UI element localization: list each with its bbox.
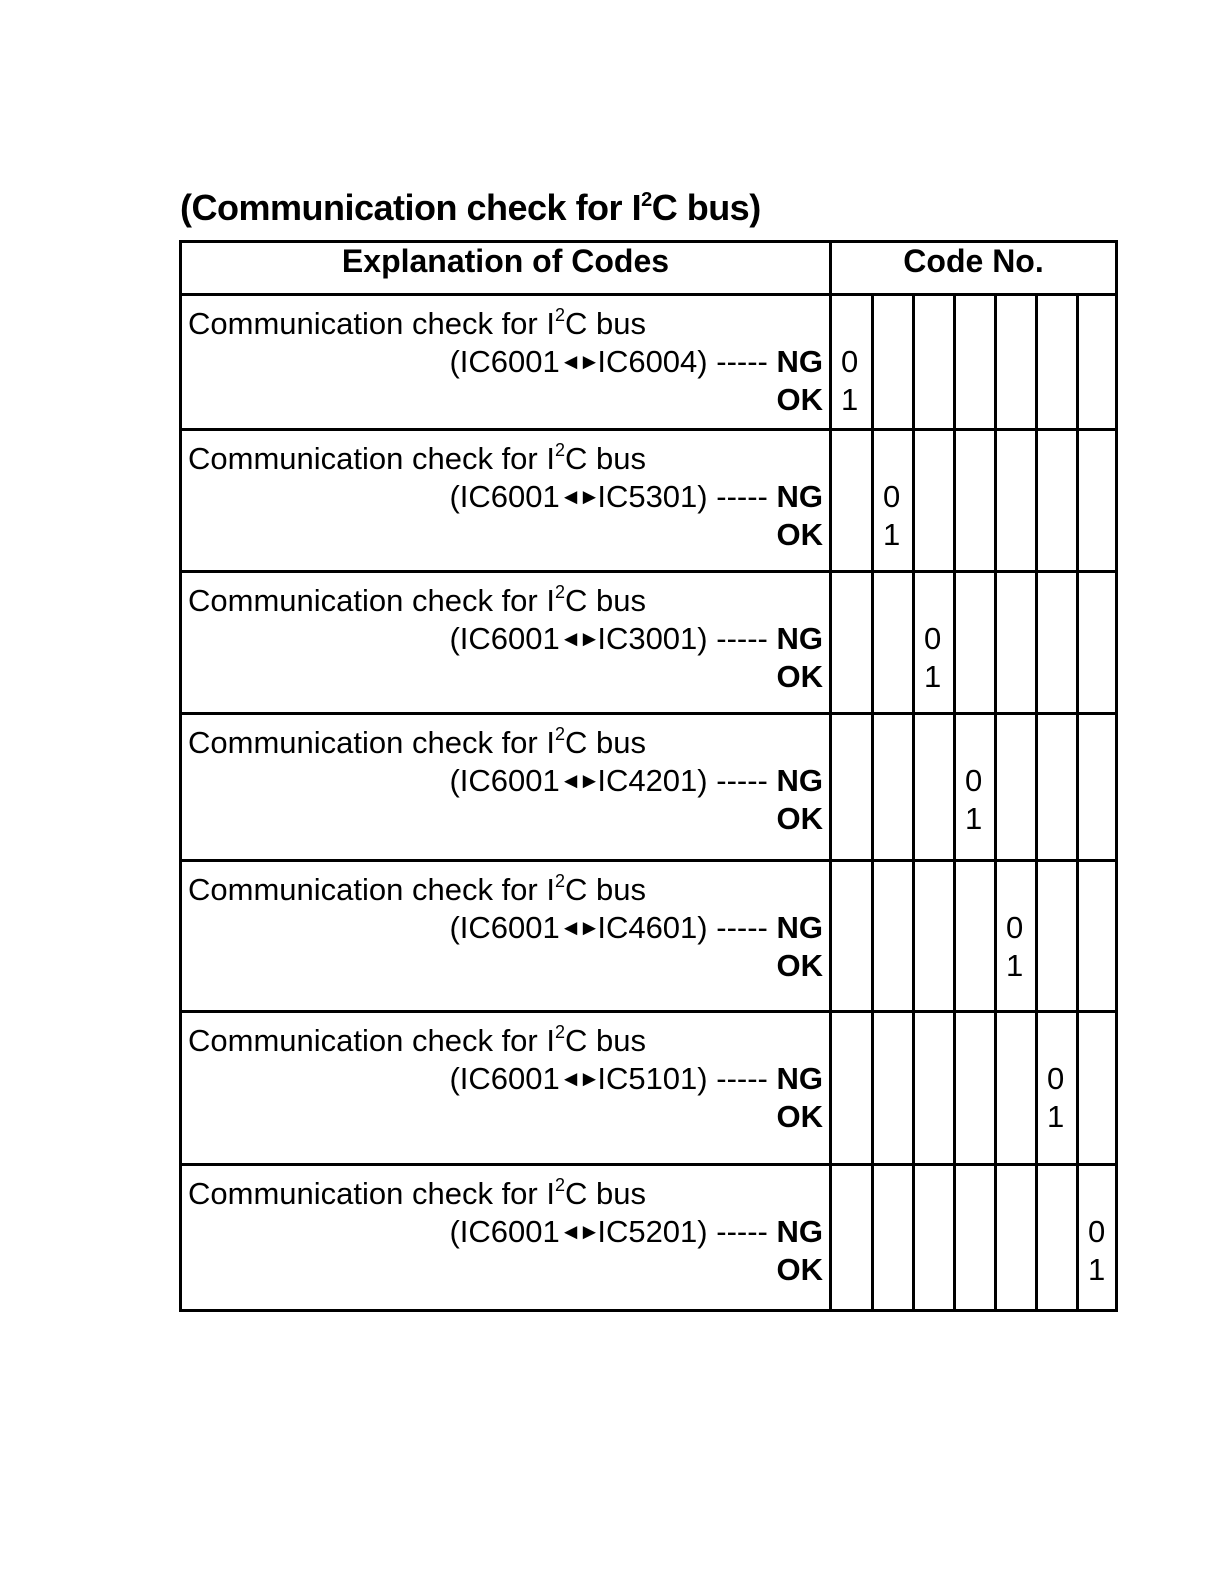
source-ic: (IC6001 bbox=[449, 479, 560, 514]
code-cell-1 bbox=[831, 430, 873, 572]
code-cell-3 bbox=[914, 1012, 955, 1165]
table-row bbox=[181, 714, 1117, 861]
check-description-superscript: 2 bbox=[554, 305, 565, 325]
check-description-superscript: 2 bbox=[554, 1022, 565, 1042]
target-ic: IC4201) bbox=[597, 763, 708, 798]
code-ng-value: 0 bbox=[1088, 1214, 1106, 1249]
ok-label: OK bbox=[776, 801, 823, 836]
code-cell-4 bbox=[955, 295, 996, 430]
source-ic: (IC6001 bbox=[449, 344, 560, 379]
target-ic: IC6004) bbox=[597, 344, 708, 379]
check-description bbox=[188, 306, 646, 342]
check-description bbox=[188, 1023, 646, 1059]
check-description-prefix: Communication check for I bbox=[188, 725, 555, 760]
check-description-suffix: C bus bbox=[565, 441, 646, 476]
target-ic: IC3001) bbox=[597, 621, 708, 656]
bidirectional-arrow-icon: ◄► bbox=[559, 1219, 598, 1244]
check-description bbox=[188, 725, 646, 761]
code-cell-5 bbox=[996, 295, 1037, 430]
code-cell-3 bbox=[914, 430, 955, 572]
ic-pair-line bbox=[449, 910, 823, 946]
page-title-superscript: 2 bbox=[641, 189, 652, 211]
bidirectional-arrow-icon: ◄► bbox=[559, 484, 598, 509]
code-cell-4 bbox=[955, 1012, 996, 1165]
code-cell-5 bbox=[996, 861, 1037, 1012]
code-cell-3 bbox=[914, 714, 955, 861]
table-row bbox=[181, 1012, 1117, 1165]
code-cell-3 bbox=[914, 572, 955, 714]
code-cell-2 bbox=[873, 1012, 914, 1165]
code-ok-value: 1 bbox=[924, 659, 942, 694]
bidirectional-arrow-icon: ◄► bbox=[559, 1066, 598, 1091]
check-description-suffix: C bus bbox=[565, 872, 646, 907]
code-cell-5 bbox=[996, 1165, 1037, 1311]
dash-leader: ----- bbox=[716, 910, 768, 945]
dash-leader: ----- bbox=[716, 763, 768, 798]
check-description-prefix: Communication check for I bbox=[188, 1023, 555, 1058]
bidirectional-arrow-icon: ◄► bbox=[559, 768, 598, 793]
check-description-suffix: C bus bbox=[565, 1176, 646, 1211]
table-row bbox=[181, 572, 1117, 714]
code-cell-4 bbox=[955, 572, 996, 714]
target-ic: IC5301) bbox=[597, 479, 708, 514]
check-description-superscript: 2 bbox=[554, 582, 565, 602]
table-header-row bbox=[181, 242, 1117, 295]
code-cell-2 bbox=[873, 714, 914, 861]
check-description-superscript: 2 bbox=[554, 871, 565, 891]
bidirectional-arrow-icon: ◄► bbox=[559, 626, 598, 651]
check-description-suffix: C bus bbox=[565, 1023, 646, 1058]
code-cell-1 bbox=[831, 861, 873, 1012]
ic-pair-line bbox=[449, 621, 823, 657]
ic-pair-line bbox=[449, 1061, 823, 1097]
ng-label: NG bbox=[776, 621, 823, 656]
explanation-cell bbox=[181, 430, 831, 572]
code-cell-6 bbox=[1037, 430, 1078, 572]
explanation-cell bbox=[181, 714, 831, 861]
code-ng-value: 0 bbox=[965, 763, 983, 798]
explanation-cell bbox=[181, 1165, 831, 1311]
check-description-suffix: C bus bbox=[565, 725, 646, 760]
ic-pair-line bbox=[449, 763, 823, 799]
code-cell-2 bbox=[873, 861, 914, 1012]
code-cell-3 bbox=[914, 295, 955, 430]
code-cell-2 bbox=[873, 295, 914, 430]
code-ok-value: 1 bbox=[965, 801, 983, 836]
check-description bbox=[188, 1176, 646, 1212]
code-ok-value: 1 bbox=[841, 382, 859, 417]
code-cell-1 bbox=[831, 1165, 873, 1311]
ok-label: OK bbox=[776, 659, 823, 694]
code-cell-6 bbox=[1037, 861, 1078, 1012]
code-cell-5 bbox=[996, 1012, 1037, 1165]
code-ng-value: 0 bbox=[883, 479, 901, 514]
check-description bbox=[188, 583, 646, 619]
code-cell-1 bbox=[831, 1012, 873, 1165]
bidirectional-arrow-icon: ◄► bbox=[559, 349, 598, 374]
code-cell-5 bbox=[996, 714, 1037, 861]
table-row bbox=[181, 1165, 1117, 1311]
page-title-suffix: C bus) bbox=[651, 187, 761, 228]
table-row bbox=[181, 295, 1117, 430]
ic-pair-line bbox=[449, 479, 823, 515]
source-ic: (IC6001 bbox=[449, 910, 560, 945]
code-cell-2 bbox=[873, 430, 914, 572]
table-row bbox=[181, 861, 1117, 1012]
table-row bbox=[181, 430, 1117, 572]
dash-leader: ----- bbox=[716, 479, 768, 514]
check-description-suffix: C bus bbox=[565, 306, 646, 341]
code-cell-7 bbox=[1078, 861, 1117, 1012]
code-cell-4 bbox=[955, 861, 996, 1012]
code-cell-2 bbox=[873, 572, 914, 714]
code-cell-1 bbox=[831, 572, 873, 714]
dash-leader: ----- bbox=[716, 1214, 768, 1249]
code-ok-value: 1 bbox=[883, 517, 901, 552]
code-ok-value: 1 bbox=[1047, 1099, 1065, 1134]
explanation-header: Explanation of Codes bbox=[181, 242, 831, 295]
explanation-cell bbox=[181, 572, 831, 714]
check-description-prefix: Communication check for I bbox=[188, 441, 555, 476]
dash-leader: ----- bbox=[716, 1061, 768, 1096]
target-ic: IC4601) bbox=[597, 910, 708, 945]
code-ng-value: 0 bbox=[1006, 910, 1024, 945]
source-ic: (IC6001 bbox=[449, 1061, 560, 1096]
code-cell-6 bbox=[1037, 1165, 1078, 1311]
code-cell-4 bbox=[955, 1165, 996, 1311]
explanation-cell bbox=[181, 1012, 831, 1165]
code-cell-5 bbox=[996, 572, 1037, 714]
target-ic: IC5101) bbox=[597, 1061, 708, 1096]
page-title bbox=[180, 186, 761, 230]
code-ng-value: 0 bbox=[924, 621, 942, 656]
ic-pair-line bbox=[449, 344, 823, 380]
code-no-header: Code No. bbox=[831, 242, 1117, 295]
check-description-superscript: 2 bbox=[554, 1175, 565, 1195]
code-ng-value: 0 bbox=[841, 344, 859, 379]
code-cell-6 bbox=[1037, 572, 1078, 714]
code-ng-value: 0 bbox=[1047, 1061, 1065, 1096]
check-description-prefix: Communication check for I bbox=[188, 583, 555, 618]
explanation-cell bbox=[181, 295, 831, 430]
check-description-prefix: Communication check for I bbox=[188, 1176, 555, 1211]
check-description bbox=[188, 441, 646, 477]
ng-label: NG bbox=[776, 910, 823, 945]
code-cell-4 bbox=[955, 430, 996, 572]
ok-label: OK bbox=[776, 1099, 823, 1134]
code-ok-value: 1 bbox=[1088, 1252, 1106, 1287]
ng-label: NG bbox=[776, 1061, 823, 1096]
code-cell-1 bbox=[831, 714, 873, 861]
bidirectional-arrow-icon: ◄► bbox=[559, 915, 598, 940]
check-description bbox=[188, 872, 646, 908]
code-cell-3 bbox=[914, 1165, 955, 1311]
check-description-suffix: C bus bbox=[565, 583, 646, 618]
ok-label: OK bbox=[776, 382, 823, 417]
ic-pair-line bbox=[449, 1214, 823, 1250]
ng-label: NG bbox=[776, 1214, 823, 1249]
target-ic: IC5201) bbox=[597, 1214, 708, 1249]
code-cell-6 bbox=[1037, 295, 1078, 430]
code-cell-1 bbox=[831, 295, 873, 430]
dash-leader: ----- bbox=[716, 621, 768, 656]
code-cell-5 bbox=[996, 430, 1037, 572]
table-body bbox=[181, 295, 1117, 1311]
source-ic: (IC6001 bbox=[449, 621, 560, 656]
code-cell-4 bbox=[955, 714, 996, 861]
dash-leader: ----- bbox=[716, 344, 768, 379]
ok-label: OK bbox=[776, 517, 823, 552]
code-cell-7 bbox=[1078, 295, 1117, 430]
ng-label: NG bbox=[776, 763, 823, 798]
page-title-prefix: (Communication check for I bbox=[180, 187, 642, 228]
code-cell-7 bbox=[1078, 572, 1117, 714]
check-description-superscript: 2 bbox=[554, 440, 565, 460]
code-cell-6 bbox=[1037, 714, 1078, 861]
ok-label: OK bbox=[776, 1252, 823, 1287]
check-description-prefix: Communication check for I bbox=[188, 872, 555, 907]
ok-label: OK bbox=[776, 948, 823, 983]
ng-label: NG bbox=[776, 344, 823, 379]
code-table bbox=[179, 240, 1118, 1312]
check-description-superscript: 2 bbox=[554, 724, 565, 744]
code-cell-7 bbox=[1078, 714, 1117, 861]
code-cell-6 bbox=[1037, 1012, 1078, 1165]
code-cell-7 bbox=[1078, 1012, 1117, 1165]
source-ic: (IC6001 bbox=[449, 763, 560, 798]
code-cell-7 bbox=[1078, 430, 1117, 572]
code-cell-7 bbox=[1078, 1165, 1117, 1311]
code-cell-3 bbox=[914, 861, 955, 1012]
code-cell-2 bbox=[873, 1165, 914, 1311]
explanation-cell bbox=[181, 861, 831, 1012]
code-ok-value: 1 bbox=[1006, 948, 1024, 983]
source-ic: (IC6001 bbox=[449, 1214, 560, 1249]
ng-label: NG bbox=[776, 479, 823, 514]
check-description-prefix: Communication check for I bbox=[188, 306, 555, 341]
